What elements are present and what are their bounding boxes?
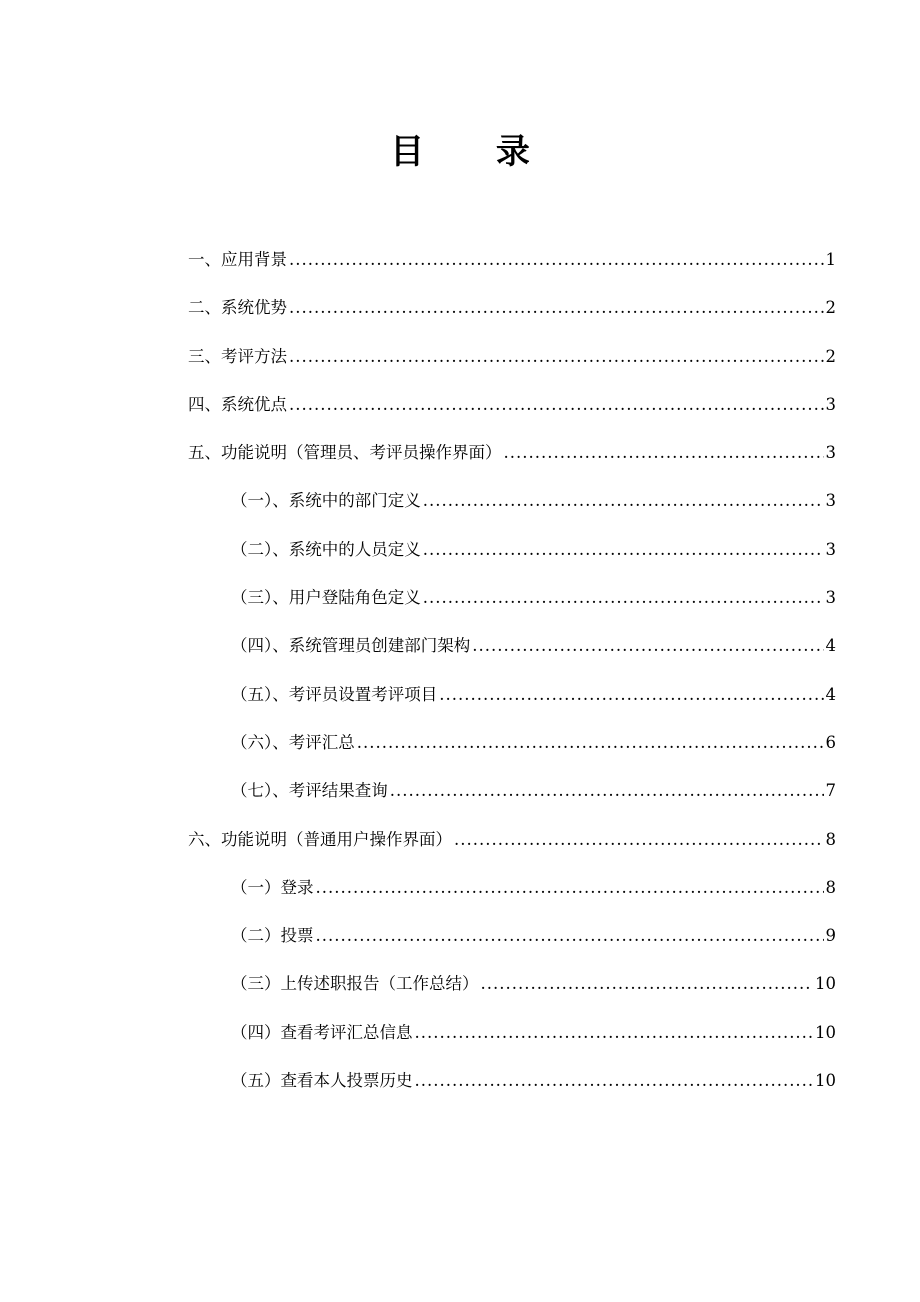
toc-entry-label: （三）、用户登陆角色定义: [231, 588, 421, 608]
toc-leader-dots: [454, 816, 824, 864]
toc-entry-page: 10: [815, 1071, 836, 1091]
toc-leader-dots: [289, 236, 824, 284]
toc-entry[interactable]: [188, 574, 836, 622]
toc-entry[interactable]: [188, 381, 836, 429]
toc-entry-page: 9: [825, 926, 836, 946]
toc-entry-page: 3: [825, 539, 836, 559]
toc-entry[interactable]: [188, 960, 836, 1008]
toc-entry[interactable]: [188, 333, 836, 381]
toc-entry-label: （二）、系统中的人员定义: [231, 539, 421, 559]
toc-entry-page: 4: [825, 636, 836, 656]
toc-entry[interactable]: [188, 429, 836, 477]
toc-entry-label: 三、考评方法: [188, 346, 287, 366]
toc-entry-page: 2: [825, 298, 836, 318]
toc-entry-page: 4: [825, 684, 836, 704]
toc-leader-dots: [316, 864, 824, 912]
toc-leader-dots: [415, 1057, 814, 1105]
toc-entry-label: （五）、考评员设置考评项目: [231, 684, 438, 704]
toc-leader-dots: [472, 622, 823, 670]
toc-entry-page: 6: [825, 732, 836, 752]
toc-entry[interactable]: [188, 1009, 836, 1057]
toc-leader-dots: [357, 719, 824, 767]
toc-entry-label: 四、系统优点: [188, 394, 287, 414]
toc-entry-page: 10: [815, 974, 836, 994]
toc-leader-dots: [415, 1009, 814, 1057]
toc-leader-dots: [423, 574, 824, 622]
toc-entry[interactable]: [188, 864, 836, 912]
toc-entry-label: 五、功能说明（管理员、考评员操作界面）: [188, 443, 502, 463]
toc-leader-dots: [390, 767, 824, 815]
toc-leader-dots: [504, 429, 824, 477]
toc-leader-dots: [481, 960, 814, 1008]
toc-leader-dots: [316, 912, 824, 960]
toc-entry[interactable]: [188, 236, 836, 284]
toc-leader-dots: [289, 381, 824, 429]
toc-entry-label: （四）查看考评汇总信息: [231, 1022, 413, 1042]
toc-entry[interactable]: [188, 622, 836, 670]
toc-entry-page: 3: [825, 394, 836, 414]
toc-entry[interactable]: [188, 1057, 836, 1105]
toc-leader-dots: [423, 477, 824, 525]
toc-leader-dots: [439, 671, 823, 719]
toc-entry-page: 3: [825, 588, 836, 608]
toc-entry-label: （三）上传述职报告（工作总结）: [231, 974, 479, 994]
toc-entry-label: （一）、系统中的部门定义: [231, 491, 421, 511]
toc-entry[interactable]: [188, 284, 836, 332]
toc-entry[interactable]: [188, 816, 836, 864]
toc-entry-page: 8: [825, 829, 836, 849]
toc-entry-label: （六）、考评汇总: [231, 732, 355, 752]
table-of-contents: [188, 236, 836, 1105]
toc-entry-label: （二）投票: [231, 926, 314, 946]
toc-leader-dots: [423, 526, 824, 574]
toc-entry-label: （四）、系统管理员创建部门架构: [231, 636, 471, 656]
toc-entry-page: 10: [815, 1022, 836, 1042]
toc-entry-page: 2: [825, 346, 836, 366]
toc-entry[interactable]: [188, 526, 836, 574]
toc-entry-label: 一、应用背景: [188, 250, 287, 269]
toc-entry-page: 3: [825, 443, 836, 463]
toc-entry-label: 二、系统优势: [188, 298, 287, 318]
toc-entry-label: 六、功能说明（普通用户操作界面）: [188, 829, 452, 849]
toc-entry[interactable]: [188, 767, 836, 815]
toc-entry-label: （一）登录: [231, 877, 314, 897]
toc-entry-label: （五）查看本人投票历史: [231, 1071, 413, 1091]
toc-entry[interactable]: [188, 719, 836, 767]
toc-entry-label: （七）、考评结果查询: [231, 781, 388, 801]
toc-entry[interactable]: [188, 477, 836, 525]
toc-entry-page: 3: [825, 491, 836, 511]
toc-entry[interactable]: [188, 912, 836, 960]
toc-entry-page: 1: [825, 250, 836, 269]
toc-leader-dots: [289, 284, 824, 332]
toc-leader-dots: [289, 333, 824, 381]
toc-entry-page: 8: [825, 877, 836, 897]
toc-entry-page: 7: [825, 781, 836, 801]
page-title: 目 录: [390, 132, 560, 172]
toc-entry[interactable]: [188, 671, 836, 719]
